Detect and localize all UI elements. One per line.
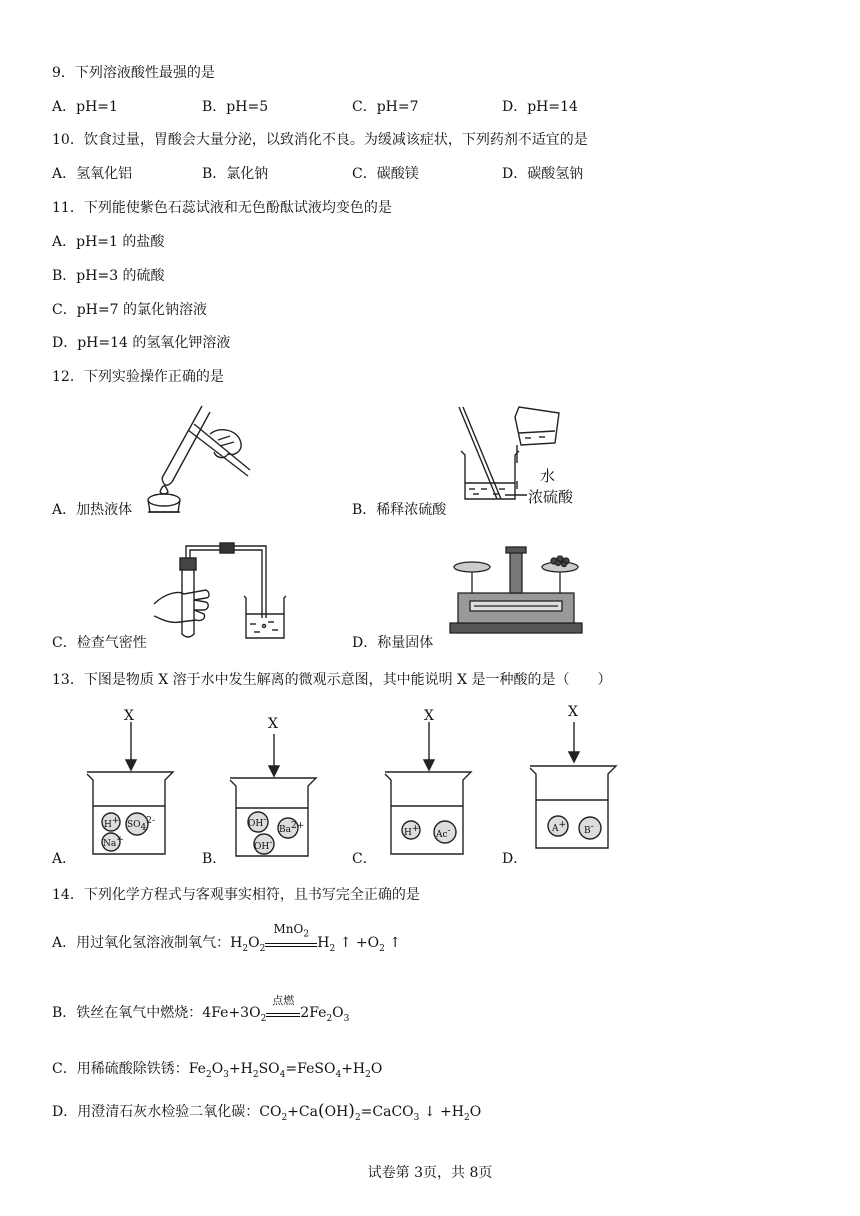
q14-option-d[interactable]: D．用澄清石灰水检验二氧化碳：$CO_2+Ca(OH)_2=CaCO_3$ ↓ $+H_2O$ [52,1101,482,1123]
label-concentrated-acid: 浓硫酸 [528,488,574,506]
q12-option-b[interactable]: B．稀释浓硫酸 [352,502,447,518]
beaker-d-figure [528,704,620,854]
beaker-a-figure [85,708,177,860]
q14-option-c[interactable]: C．用稀硫酸除铁锈：$Fe_2O_3+H_2SO_4=FeSO_4+H_2O$ [52,1061,383,1080]
q14-a-label: A．用过氧化氢溶液制氧气： [52,935,231,951]
page-footer: 试卷第 3页，共 8页 [367,1165,493,1181]
ion-oh-1: OH- [248,815,267,829]
q11-option-c[interactable]: C．pH=7 的氯化钠溶液 [52,302,207,318]
q12-option-d[interactable]: D．称量固体 [352,635,434,651]
q11-stem: 11．下列能使紫色石蕊试液和无色酚酞试液均变色的是 [52,200,392,216]
q13-option-b[interactable]: B． [202,851,227,867]
q9-stem: 9．下列溶液酸性最强的是 [52,65,215,81]
balance-figure [450,547,582,635]
ion-h-c: H+ [404,824,420,838]
x-label-d: X [568,704,578,720]
q14-stem: 14．下列化学方程式与客观事实相符，且书写完全正确的是 [52,887,420,903]
x-label-b: X [268,716,278,732]
catalyst-arrow: MnO$_2$ [265,936,317,947]
q10-option-c[interactable]: C．碳酸镁 [352,166,419,182]
q13-option-a[interactable]: A． [52,851,77,867]
q14-option-b[interactable]: B．铁丝在氧气中燃烧：$4Fe+3O_2$ 点燃 $2Fe_2O_3$ [52,994,350,1024]
ion-a: A+ [552,820,567,834]
airtightness-figure [150,538,290,640]
ion-b: B- [584,822,594,836]
x-label-a: X [124,708,134,724]
q9-option-c[interactable]: C．pH=7 [352,99,419,115]
q9-option-d[interactable]: D．pH=14 [502,99,578,115]
q11-option-b[interactable]: B．pH=3 的硫酸 [52,268,165,284]
q11-option-a[interactable]: A．pH=1 的盐酸 [52,234,165,250]
q13-option-c[interactable]: C． [352,851,377,867]
q12-option-a[interactable]: A．加热液体 [52,502,133,518]
catalyst-label: MnO [273,922,304,936]
label-water: 水 [540,467,556,485]
q13-stem: 13．下图是物质 X 溶于水中发生解离的微观示意图，其中能说明 X 是一种酸的是（ ） [52,672,612,688]
q14-d-label: D．用澄清石灰水检验二氧化碳： [52,1104,260,1120]
q14-c-label: C．用稀硫酸除铁锈： [52,1061,189,1077]
q12-stem: 12．下列实验操作正确的是 [52,369,224,385]
ignite-arrow [266,994,300,1017]
q9-option-a[interactable]: A．pH=1 [52,99,118,115]
beaker-c-figure [383,708,475,860]
ion-so4: $SO_4^{2-}$ [127,816,156,833]
beaker-b-figure [228,712,320,862]
q9-option-b[interactable]: B．pH=5 [202,99,269,115]
q10-option-a[interactable]: A．氢氧化铝 [52,166,133,182]
q11-option-d[interactable]: D．pH=14 的氢氧化钾溶液 [52,335,231,351]
ion-na: Na+ [103,835,124,849]
q13-option-d[interactable]: D． [502,851,528,867]
q14-b-label: B．铁丝在氧气中燃烧： [52,1005,203,1021]
ion-oh-2: OH- [254,838,273,852]
q10-option-d[interactable]: D．碳酸氢钠 [502,166,584,182]
x-label-c: X [424,708,434,724]
q10-option-b[interactable]: B．氯化钠 [202,166,269,182]
heating-liquid-figure [140,400,260,515]
ion-ac: Ac- [436,826,451,840]
ignite-label: 点燃 [272,994,295,1007]
q14-option-a[interactable]: A．用过氧化氢溶液制氧气：$H_2O_2$ MnO$_2$ $H_2$ ↑ $+O_2$ ↑ [52,922,402,954]
ion-ba: $Ba^{2+}$ [279,821,305,835]
q12-option-c[interactable]: C．检查气密性 [52,635,147,651]
q10-stem: 10．饮食过量，胃酸会大量分泌，以致消化不良。为缓减该症状，下列药剂不适宜的是 [52,132,588,148]
ion-h: H+ [104,816,120,830]
